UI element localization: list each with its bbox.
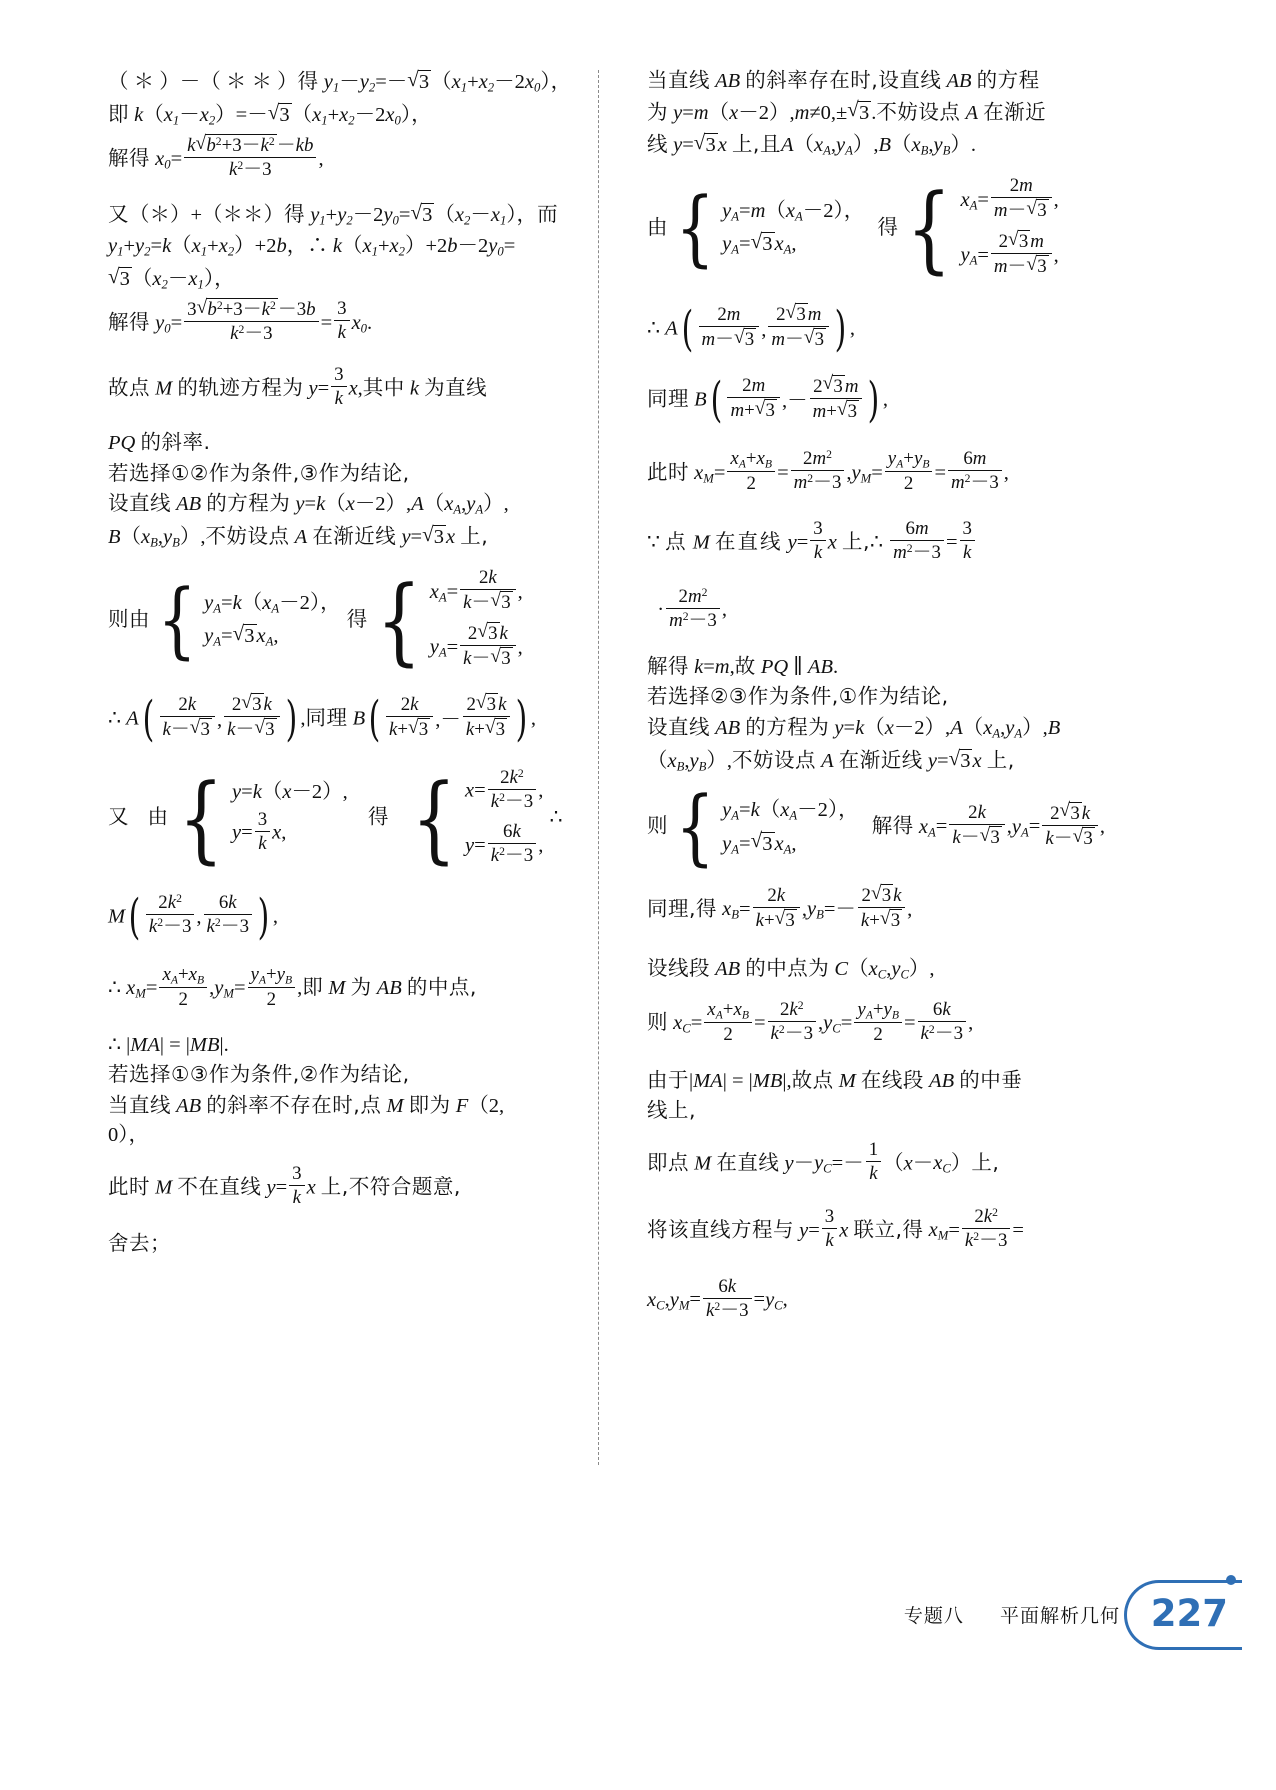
system-left-1: { $y_A=k(x_A-2)$， $y_A=$ √ $3x_A$, <box>151 586 341 656</box>
line-r10: 解得 k=m,故 PQ ∥ AB. <box>647 653 839 678</box>
line-l19: 若选择①③作为条件,②作为结论, <box>108 1062 410 1087</box>
line-r22: $x_C,y_M=$ $\frac{6k}{k^2-3}$ $=y_C$, <box>647 1275 788 1321</box>
line-l15: 又 由 { y=k（x－2）, y= $\frac{3}{k}$ x, 得 { x= $\frac{2k^2}{k^2-3}$ , y= $\frac{6k}{k^2-3}$ , ∴ <box>108 764 563 875</box>
line-l20: 当直线 AB 的斜率不存在时,点 M 即为 F（2, <box>108 1092 505 1117</box>
page-footer <box>0 1582 1276 1642</box>
right-column <box>609 70 1107 1470</box>
line-l10: 若选择①②作为条件,③作为结论, <box>108 460 410 485</box>
line-r3: 线 y= √ 3x 上,且$A(x_A,y_A),B(x_B,y_B)$. <box>647 133 1107 157</box>
page-number: 227 <box>1150 1592 1228 1635</box>
line-l1: （ ＊ ）－（ ＊ ＊ ）得 $y_1-y_2=-$ √ $3(x_1+x_2-2x_0)$， <box>108 70 568 94</box>
line-r9: · $\frac{2m^2}{m^2-3}$ , <box>647 585 727 631</box>
system-left-3: { y=k（x－2）, y= $\frac{3}{k}$ x, <box>178 764 348 875</box>
line-r8: ∵ 点 M 在直线 y= $\frac{3}{k}$ x 上,∴ $\frac{6m}{m^2-3}$ = $\frac{3}{k}$ <box>647 521 1107 566</box>
line-r14: 则 { $y_A=k(x_A-2)$， $y_A=$ √ $3x_A$, 解得 $x_A=$ $\frac{2k}{k- √ 3}$ $,y_A=$ $\frac{2 √ 3 k}{k- √ 3}$ , <box>647 793 1107 863</box>
line-r21: 将该直线方程与 y= $\frac{3}{k}$ x 联立,得 $x_M=$ $\frac{2k^2}{k^2-3}$ = <box>647 1206 1024 1252</box>
line-r12: 设直线 AB 的方程为 $y=k(x-2),A(x_A,y_A),B$ <box>647 714 1061 741</box>
line-l21: 0）， <box>108 1124 149 1147</box>
two-column-body <box>108 70 1168 1470</box>
line-r11: 若选择②③作为条件,①作为结论, <box>647 684 949 709</box>
line-r6: 同理 B ( $\frac{2m}{m+ √ 3}$ ,－ $\frac{2 √ 3 m}{m+ √ 3}$ ) , <box>647 377 1107 424</box>
line-l13: 则由 { $y_A=k(x_A-2)$， $y_A=$ √ $3x_A$, 得 { $x_A=$ $\frac{2k}{k- √ 3}$ , $y_A=$ $\frac{2 √ 3 k}{k- √ 3}$ , <box>108 570 568 672</box>
line-l11: 设直线 AB 的方程为 $y=k(x-2),A(x_A,y_A)$, <box>108 491 509 517</box>
line-l17: ∴ $x_M=$ $\frac{x_A+x_B}{2}$ $,y_M=$ $\frac{y_A+y_B}{2}$ ,即 M 为 AB 的中点, <box>108 963 477 1010</box>
line-l22: 此时 M 不在直线 y= $\frac{3}{k}$ x 上,不符合题意, <box>108 1163 461 1209</box>
system-right-1: { $y_A=m(x_A-2)$， $y_A=$ √ $3x_A$, <box>669 194 864 264</box>
footer-subject: 平面解析几何 <box>999 1605 1120 1627</box>
line-l12: $B(x_B,y_B)$,不妨设点 A 在渐近线 y= √ 3x 上, <box>108 525 568 549</box>
line-r7: 此时 $x_M=$ $\frac{x_A+x_B}{2}$ = $\frac{2m^2}{m^2-3}$ $,y_M=$ $\frac{y_A+y_B}{2}$ = $\frac{6m}{m^2-3}$ , <box>647 447 1009 495</box>
line-r1: 当直线 AB 的斜率存在时,设直线 AB 的方程 <box>647 68 1040 92</box>
footer-topic: 专题八 <box>903 1605 964 1627</box>
line-l3: 解得 $x_0=$ $\frac{k √ b^2+3-k^2 -kb}{k^2-3}$ , <box>108 137 568 183</box>
line-l18: ∴ |MA| = |MB|. <box>108 1033 229 1056</box>
footer-topic-line <box>904 1601 1120 1628</box>
column-divider <box>598 70 599 1465</box>
line-l9: PQ 的斜率. <box>108 430 211 455</box>
system-right-2: { $x_A=$ $\frac{2m}{m- √ 3}$ , $y_A=$ $\frac{2 √ 3 m}{m- √ 3}$ , <box>899 178 1058 280</box>
line-l7: 解得 $y_0=$ $\frac{3 √ b^2+3-k^2 -3b}{k^2-3}$ = $\frac{3}{k}$ $x_0$. <box>108 301 568 347</box>
system-right-3: { $y_A=k(x_A-2)$， $y_A=$ √ $3x_A$, <box>669 793 859 863</box>
line-r5: ∴ A ( $\frac{2m}{m- √ 3}$ , $\frac{2 √ 3 m}{m- √ 3}$ ) , <box>647 306 1107 353</box>
line-l23: 舍去； <box>108 1231 171 1256</box>
line-l14: ∴ A ( $\frac{2k}{k- √ 3}$ , $\frac{2 √ 3 k}{k- √ 3}$ ) ,同理 B ( $\frac{2k}{k+ √ 3}$ ,－ $\frac{2 √ 3 k}{k+ √ 3}$ ) , <box>108 696 568 743</box>
line-l5: $y_1+y_2=k(x_1+x_2)+2b$，∴ $k(x_1+x_2)+2b-2y_0=$ <box>108 235 516 259</box>
line-r4: 由 { $y_A=m(x_A-2)$， $y_A=$ √ $3x_A$, 得 { $x_A=$ $\frac{2m}{m- √ 3}$ , $y_A=$ $\frac{2 √ 3 m}{m- √ 3}$ , <box>647 178 1107 280</box>
left-column <box>108 70 588 1470</box>
line-r15: 同理,得 $x_B=$ $\frac{2k}{k+ √ 3}$ $,y_B=-$ $\frac{2 √ 3 k}{k+ √ 3}$ , <box>647 887 1107 934</box>
line-l6: √ $3(x_2-x_1)$， <box>108 267 568 291</box>
line-r17: 则 $x_C=$ $\frac{x_A+x_B}{2}$ = $\frac{2k^2}{k^2-3}$ $,y_C=$ $\frac{y_A+y_B}{2}$ = $\frac{6k}{k^2-3}$ , <box>647 998 974 1045</box>
line-r2: 为 y=m（x－2）,m≠0,± √ 3.不妨设点 A 在渐近 <box>647 101 1107 125</box>
line-l16: M ( $\frac{2k^2}{k^2-3}$ , $\frac{6k}{k^2-3}$ ) , <box>108 888 278 945</box>
line-r13: $(x_B,y_B)$,不妨设点 A 在渐近线 y= √ 3x 上, <box>647 749 1107 773</box>
line-r19: 线上, <box>647 1098 697 1123</box>
line-r16: 设线段 AB 的中点为 $C(x_C,y_C)$, <box>647 956 935 982</box>
system-left-4: { x= $\frac{2k^2}{k^2-3}$ , y= $\frac{6k}{k^2-3}$ , <box>411 764 544 875</box>
page-number-dot <box>1226 1575 1236 1585</box>
line-r20: 即点 M 在直线 $y-y_C=-$ $\frac{1}{k}$ $(x-x_C)$上, <box>647 1138 1000 1185</box>
line-l8: 故点 M 的轨迹方程为 y= $\frac{3}{k}$ x,其中 k 为直线 <box>108 364 488 410</box>
system-left-2: { $x_A=$ $\frac{2k}{k- √ 3}$ , $y_A=$ $\frac{2 √ 3 k}{k- √ 3}$ , <box>369 570 523 672</box>
line-l2: 即 $k(x_1-x_2)=-$ √ $3(x_1+x_2-2x_0)$， <box>108 103 568 127</box>
line-l4: 又（＊）+（＊＊）得 $y_1+y_2-2y_0=$ √ $3(x_2-x_1)$，而 <box>108 203 568 227</box>
line-r18: 由于|MA| = |MB|,故点 M 在线段 AB 的中垂 <box>647 1067 1023 1092</box>
page-number-badge <box>1124 1580 1242 1650</box>
